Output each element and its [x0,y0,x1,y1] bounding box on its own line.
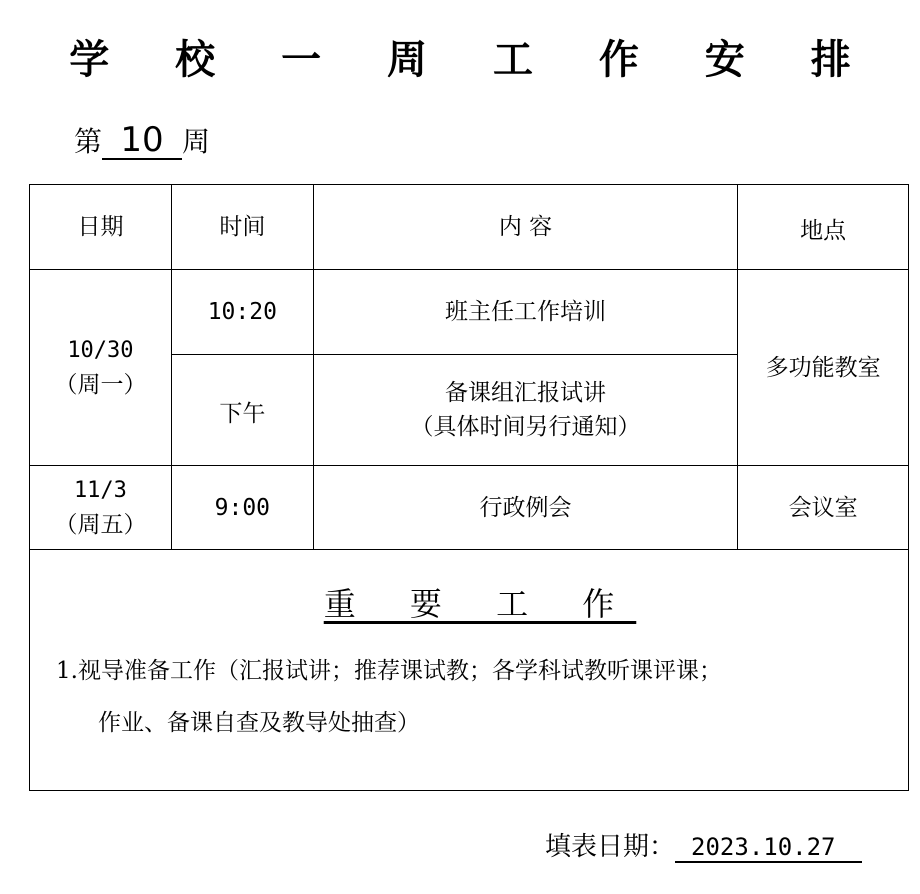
weekday-value: （周五） [54,511,147,538]
table-row [30,466,909,550]
content-cell: 班主任工作培训 [313,270,737,355]
location-cell: 会议室 [738,466,909,550]
schedule-table [29,184,909,550]
date-cell [30,270,172,466]
location-cell: 多功能教室 [738,270,909,466]
header-time: 时间 [171,185,313,270]
table-header-row [30,185,909,270]
weekday-value: （周一） [54,371,147,398]
fill-date [545,826,862,863]
header-content: 内 容 [313,185,737,270]
week-prefix: 第 [74,125,103,158]
fill-date-label: 填表日期： [545,832,676,862]
date-value: 11/3 [73,477,127,503]
important-item-text: 1.视导准备工作（汇报试讲；推荐课试教；各学科试教听课评课； [56,658,722,684]
header-date: 日期 [30,185,172,270]
content-cell: 行政例会 [313,466,737,550]
important-work-item [56,645,888,749]
week-number-value: 10 [102,122,182,160]
date-cell [30,466,172,550]
important-work-title: 重 要 工 作 [323,585,637,623]
header-location: 地点 [738,185,909,270]
content-cell [313,355,737,466]
important-item-continuation: 作业、备课自查及教导处抽查） [98,710,420,736]
week-suffix: 周 [182,125,211,158]
time-cell: 10:20 [171,270,313,355]
page-title: 学 校 一 周 工 作 安 排 [69,36,877,83]
time-cell: 9:00 [171,466,313,550]
content-note: （具体时间另行通知） [410,414,641,440]
content-value: 备课组汇报试讲 [444,380,606,406]
date-value: 10/30 [67,337,134,363]
important-work-section [29,549,909,791]
table-row [30,270,909,355]
week-number [74,120,210,160]
time-cell: 下午 [171,355,313,466]
fill-date-value: 2023.10.27 [675,833,862,863]
